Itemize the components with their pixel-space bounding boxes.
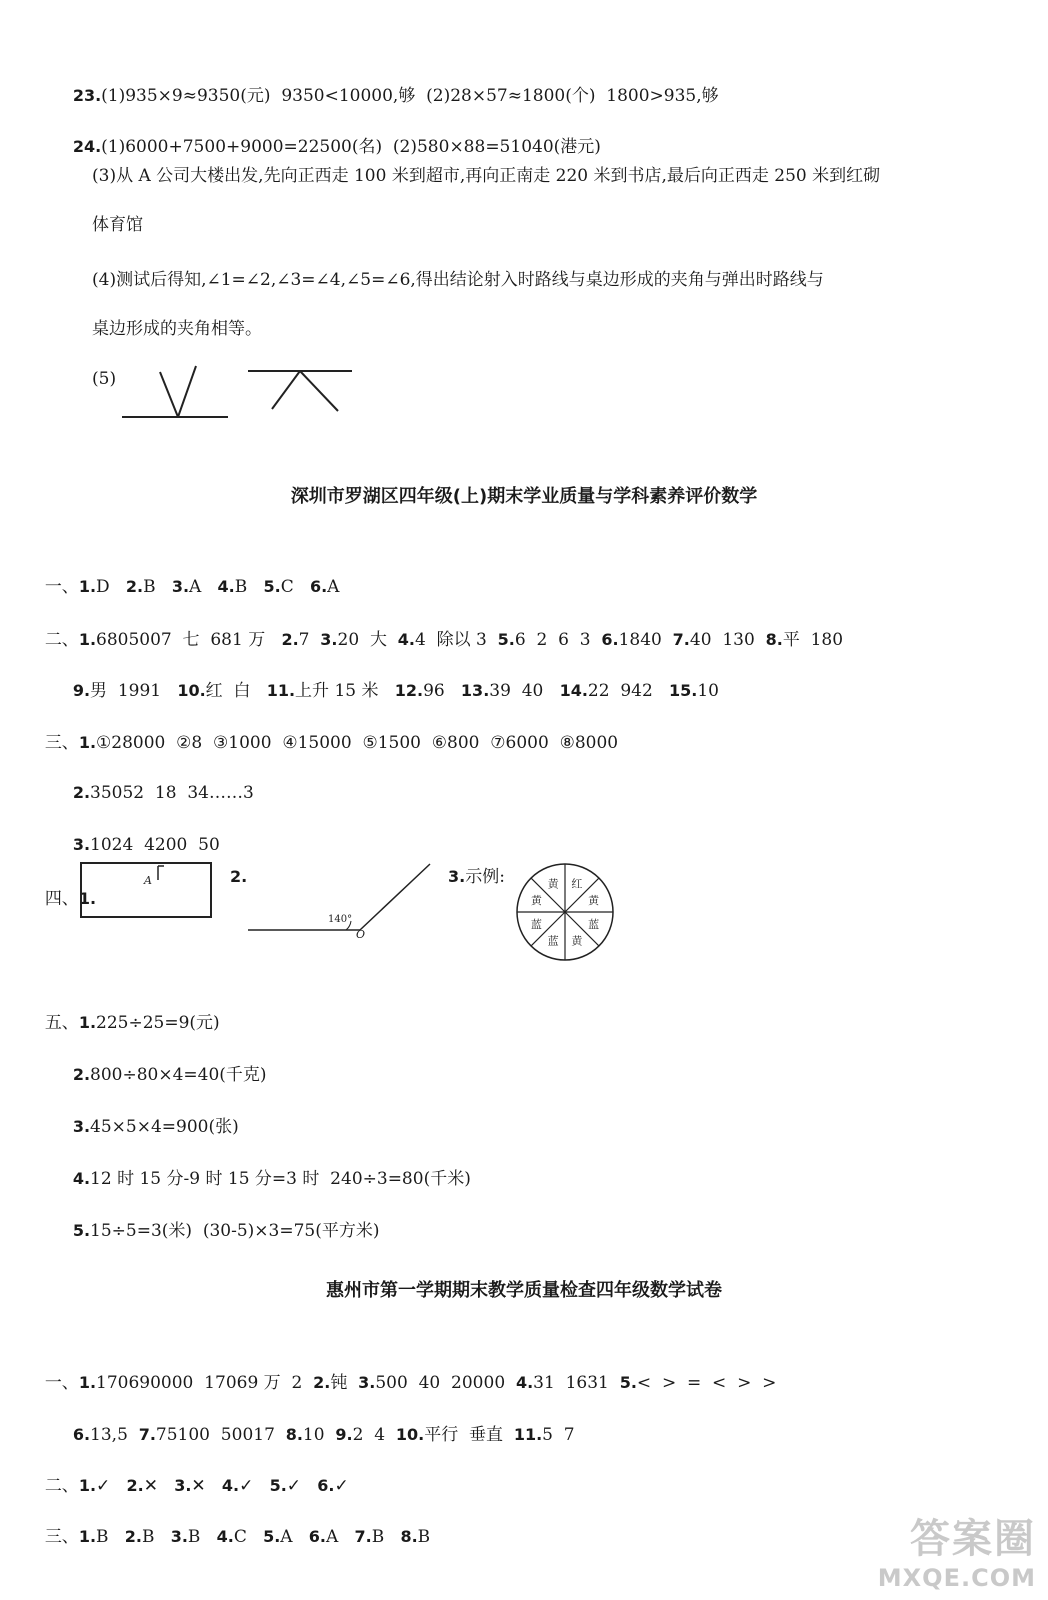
answer-text: 钝	[330, 1373, 348, 1393]
answer-text: 1840	[618, 630, 662, 650]
item-number: 4.	[217, 577, 235, 596]
item-number: 3.	[72, 1117, 91, 1136]
section-label: 一、	[44, 1373, 79, 1393]
item-number: 8.	[285, 1425, 303, 1444]
item-number: 1.	[78, 630, 97, 649]
answer-text: 10	[697, 681, 719, 701]
item-number: 3.	[358, 1373, 376, 1392]
wheel-sector-label: 红	[571, 877, 583, 891]
answer-text: 4 除以 3	[415, 630, 487, 650]
item-number: 5.	[263, 1527, 281, 1546]
rectangle-figure	[80, 862, 214, 924]
item-number: 12.	[394, 681, 424, 700]
answer-text: A	[327, 577, 340, 597]
answer-text: 男 1991	[90, 681, 162, 701]
section-label: 五、	[44, 1013, 79, 1033]
wheel-sector-label: 蓝	[588, 917, 600, 931]
answer-text: 平行 垂直	[424, 1425, 504, 1445]
item-number: 7.	[138, 1425, 156, 1444]
watermark-url: MXQE.COM	[877, 1564, 1036, 1592]
item-number: 15.	[669, 681, 698, 700]
item-number: 3.	[320, 630, 338, 649]
answer-text: ✓	[96, 1476, 111, 1496]
item-number: 11.	[513, 1425, 543, 1444]
item-number: 5.	[619, 1373, 637, 1392]
answer-text: D	[96, 577, 110, 597]
item-number: 6.	[317, 1476, 335, 1495]
section-label: 二、	[44, 1476, 79, 1496]
item-number: 2.	[72, 1065, 91, 1084]
item-number: 6.	[72, 1425, 91, 1444]
wheel-sector-label: 蓝	[547, 934, 559, 948]
answer-text: 31 1631	[533, 1373, 609, 1393]
item-number: 9.	[72, 681, 91, 700]
answer-text: ✓	[286, 1476, 302, 1496]
reflection-figure	[120, 360, 360, 429]
answer-text: 40 130	[689, 630, 755, 650]
item-number: 6.	[308, 1527, 327, 1546]
angle-diagram	[248, 862, 438, 941]
answer-text: 800÷80×4=40(千克)	[90, 1065, 267, 1085]
answer-text: 39 40	[489, 681, 544, 701]
row-s2-5d	[62, 1146, 471, 1190]
spinner-figure	[515, 862, 615, 966]
section-title-luohu: 深圳市罗湖区四年级(上)期末学业质量与学科素养评价数学	[290, 486, 758, 507]
answer-text: 13,5	[90, 1425, 128, 1445]
wheel-sector-label: 黄	[530, 894, 542, 908]
item-number: 4.	[216, 1527, 234, 1546]
answer-text: 15÷5=3(米) (30-5)×3=75(平方米)	[90, 1221, 380, 1241]
item-number: 7.	[354, 1527, 372, 1546]
wheel-sector-label: 黄	[588, 894, 600, 908]
item-number: 2.	[230, 867, 248, 886]
row-s2-2b	[62, 658, 719, 702]
rectangle-diagram	[80, 862, 214, 920]
item-number: 8.	[400, 1527, 418, 1546]
answer-text: 22 942	[587, 681, 653, 701]
row-s2-3c	[62, 812, 220, 856]
item-number: 1.	[78, 577, 97, 596]
answer-line-24-3a: (3)从 A 公司大楼出发,先向正西走 100 米到超市,再向正南走 220 米到书店,最后向正西走 250 米到红砌	[92, 166, 881, 186]
answer-text: 500 40 20000	[375, 1373, 506, 1393]
item-number: 8.	[765, 630, 783, 649]
item-number: 1.	[78, 889, 97, 908]
row-s2-5a	[34, 990, 220, 1034]
answer-text: ✕	[143, 1476, 158, 1496]
answer-text: 35052 18 34……3	[90, 783, 254, 803]
answer-text: B	[371, 1527, 385, 1547]
item-number: 3.	[171, 577, 190, 596]
answer-line-24	[62, 114, 601, 158]
point-label: A	[144, 874, 152, 887]
answer-text: 12 时 15 分-9 时 15 分=3 时 240÷3=80(千米)	[90, 1169, 471, 1189]
answer-text: B	[143, 577, 156, 597]
answer-text: 平 180	[782, 630, 844, 650]
answer-text: 45×5×4=900(张)	[90, 1117, 239, 1137]
spinner-wheel	[515, 862, 615, 962]
item-number: 4.	[397, 630, 415, 649]
answer-text: 75100 50017	[155, 1425, 275, 1445]
item-number: 5.	[72, 1221, 91, 1240]
item-number: 2.	[124, 1527, 142, 1546]
answer-text: 1024 4200 50	[90, 835, 220, 855]
item-number: 23.	[72, 86, 102, 105]
item-number: 3.	[174, 1476, 192, 1495]
item-number: 1.	[78, 733, 97, 752]
answer-text: 20 大	[337, 630, 387, 650]
answer-text: ✓	[239, 1476, 254, 1496]
item-number: 4.	[515, 1373, 534, 1392]
section-title-huizhou: 惠州市第一学期期末教学质量检查四年级数学试卷	[326, 1280, 722, 1301]
answer-text: 5 7	[542, 1425, 575, 1445]
answer-text: 6 2 6 3	[514, 630, 591, 650]
item-number: 10.	[177, 681, 206, 700]
answer-text: B	[96, 1527, 109, 1547]
answer-line-24-4a: (4)测试后得知,∠1=∠2,∠3=∠4,∠5=∠6,得出结论射入时路线与桌边形成的夹角与弹出时路线与	[92, 270, 824, 290]
answer-text: B	[417, 1527, 431, 1547]
answer-text: 6805007 七 681 万	[96, 630, 266, 650]
item-number: 2.	[126, 1476, 144, 1495]
item-number: 1.	[78, 1476, 97, 1495]
reflection-diagram	[120, 360, 360, 425]
item-number: 5.	[497, 630, 515, 649]
row-s3-2	[34, 1453, 349, 1497]
wheel-sector-label: 黄	[547, 877, 559, 891]
item-number: 5.	[269, 1476, 287, 1495]
item-number: 2.	[125, 577, 144, 596]
wheel-sector-label: 黄	[571, 934, 583, 948]
section-label: 三、	[44, 1527, 79, 1547]
answer-text: (1)6000+7500+9000=22500(名) (2)580×88=51040(港元)	[101, 137, 601, 157]
item-number: 6.	[309, 577, 328, 596]
row-s2-3a	[34, 710, 618, 754]
item-number: 3.	[72, 835, 91, 854]
row-s2-1	[34, 554, 339, 598]
item-number: 10.	[395, 1425, 425, 1444]
section-label: 四、	[44, 889, 79, 909]
answer-text: 170690000 17069 万 2	[96, 1373, 303, 1393]
section-label: 三、	[44, 733, 79, 753]
item-number: 9.	[335, 1425, 353, 1444]
answer-text: 96	[423, 681, 445, 701]
answer-text: 2 4	[352, 1425, 386, 1445]
item-number: 4.	[72, 1169, 91, 1188]
answer-text: 225÷25=9(元)	[96, 1013, 220, 1033]
watermark	[878, 1507, 1036, 1592]
answer-line-24-3b: 体育馆	[92, 215, 143, 235]
answer-text: A	[189, 577, 202, 597]
answer-text: A	[280, 1527, 293, 1547]
answer-text: C	[233, 1527, 247, 1547]
answer-text: A	[326, 1527, 339, 1547]
section-label: 一、	[44, 577, 79, 597]
answer-text: ①28000 ②8 ③1000 ④15000 ⑤1500 ⑥800 ⑦6000 ⑧8000	[96, 733, 619, 753]
answer-text: ✓	[334, 1476, 349, 1496]
answer-line-24-4b: 桌边形成的夹角相等。	[92, 319, 262, 339]
item-number: 2.	[72, 783, 91, 802]
item-number: 6.	[601, 630, 619, 649]
answer-line-23	[62, 63, 719, 107]
row-s2-5b	[62, 1042, 267, 1086]
item-number: 7.	[672, 630, 690, 649]
item-number: 3.	[170, 1527, 188, 1546]
row-s2-2a	[34, 607, 843, 651]
section-label: 二、	[44, 630, 79, 650]
angle-figure	[248, 862, 438, 942]
example-label: 示例:	[465, 867, 505, 887]
item-number: 1.	[78, 1527, 97, 1546]
item-number: 11.	[266, 681, 296, 700]
item-number: 1.	[78, 1013, 97, 1032]
answer-text: B	[141, 1527, 155, 1547]
item-number: 2.	[313, 1373, 331, 1392]
answer-text: B	[187, 1527, 201, 1547]
answer-text: 上升 15 米	[295, 681, 379, 701]
answer-text: ✕	[191, 1476, 206, 1496]
item-number: 24.	[72, 137, 102, 156]
watermark-logo-text: 答案圈	[910, 1516, 1036, 1562]
row-s3-3	[34, 1504, 430, 1548]
row-s2-5c	[62, 1094, 239, 1138]
item-number: 1.	[78, 1373, 97, 1392]
row-s2-5e	[62, 1198, 380, 1242]
row-s2-4-2	[230, 866, 247, 888]
row-s2-3b	[62, 760, 254, 804]
answer-text: 10	[302, 1425, 325, 1445]
answer-text: 7	[298, 630, 310, 650]
answer-line-24-5: (5)	[92, 369, 117, 389]
wheel-sector-label: 蓝	[530, 917, 542, 931]
answer-text: < > = < > >	[636, 1373, 777, 1393]
row-s3-1a	[34, 1350, 776, 1394]
item-number: 3.	[448, 867, 466, 886]
answer-text: (1)935×9≈9350(元) 9350<10000,够 (2)28×57≈1800(个) 1800>935,够	[101, 86, 719, 106]
answer-text: C	[280, 577, 294, 597]
angle-label: 140°	[328, 914, 353, 925]
row-s2-4-3	[448, 866, 505, 888]
item-number: 4.	[221, 1476, 240, 1495]
item-number: 14.	[559, 681, 588, 700]
row-s3-1b	[62, 1402, 575, 1446]
item-number: 5.	[263, 577, 281, 596]
answer-text: B	[234, 577, 248, 597]
answer-text: 红 白	[205, 681, 251, 701]
item-number: 2.	[281, 630, 299, 649]
vertex-label: O	[356, 928, 366, 941]
item-number: 13.	[460, 681, 490, 700]
